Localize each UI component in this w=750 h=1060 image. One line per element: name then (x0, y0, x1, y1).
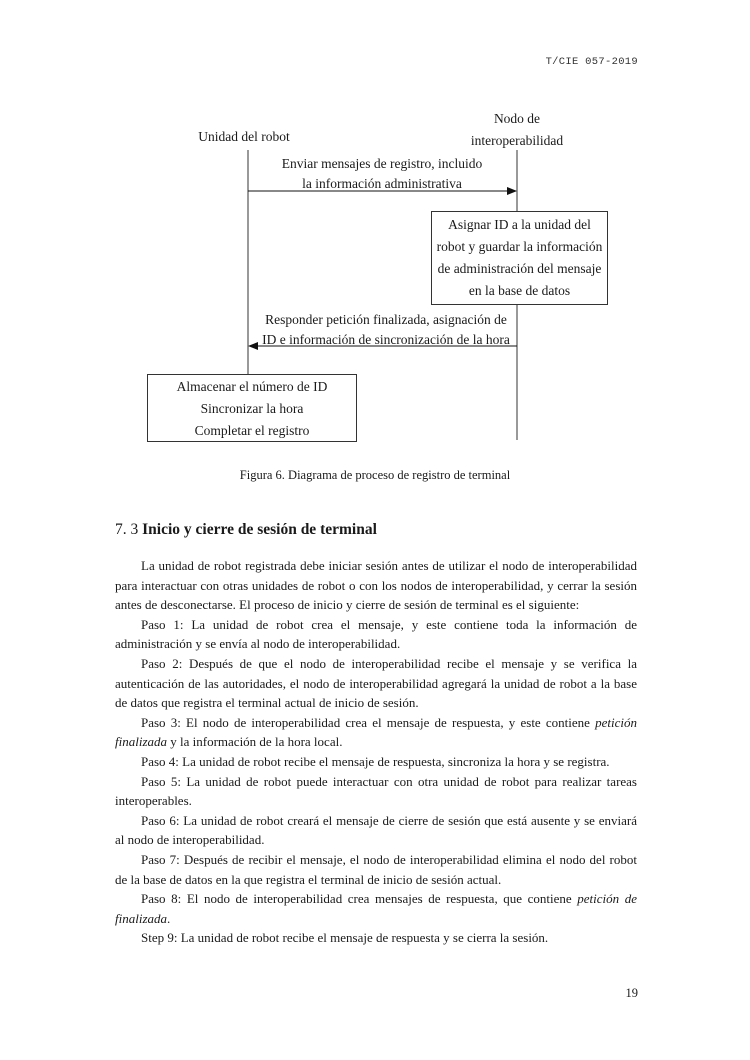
assign-id-line: Asignar ID a la unidad del (448, 217, 591, 232)
section-title: Inicio y cierre de sesión de terminal (142, 521, 377, 538)
paragraph-step-9: Step 9: La unidad de robot recibe el mensaje de respuesta y se cierra la sesión. (141, 930, 549, 946)
store-id-box (147, 374, 357, 442)
step-8-emphasis: petición de finalizada (115, 891, 637, 926)
standard-code: T/CIE 057-2019 (545, 56, 638, 68)
assign-id-line: de administración del mensaje (437, 261, 602, 276)
diagram-lines (0, 0, 750, 470)
paragraph-intro: La unidad de robot registrada debe iniciar sesión antes de utilizar el nodo de interoperabilidad para interactuar con otras unidades de robot o con los nodos de interoperabilidad, y cerrar la sesión antes de desconectarse. El proceso de inicio y cierre de sesión de terminal es el siguiente: (115, 558, 637, 613)
paragraph-step-3 (115, 713, 637, 752)
paragraph-step-7: Paso 7: Después de recibir el mensaje, el nodo de interoperabilidad elimina el nodo del robot de la base de datos en la que registra el terminal de inicio de sesión actual. (115, 851, 637, 887)
response-message-line1: Responder petición finalizada, asignación de (265, 312, 507, 327)
step-3-text-end: y la información de la hora local. (167, 734, 343, 750)
actor-robot-label: Unidad del robot (198, 129, 290, 144)
paragraph-step-4: Paso 4: La unidad de robot recibe el mensaje de respuesta, sincroniza la hora y se registra. (141, 753, 610, 769)
actor-node-label-line1: Nodo de (493, 111, 541, 126)
section-heading (115, 521, 377, 539)
register-message-line1: Enviar mensajes de registro, incluido (281, 156, 483, 171)
paragraph-step-8 (115, 889, 637, 928)
paragraph-step-2: Paso 2: Después de que el nodo de interoperabilidad recibe el mensaje y se verifica la autenticación de las autoridades, el nodo de interoperabilidad agregará la unidad de robot a la base de datos que registra el terminal actual de inicio de sesión. (115, 655, 637, 711)
actor-node-label-line2: interoperabilidad (470, 133, 564, 148)
assign-id-box (431, 211, 608, 305)
section-number: 7. 3 (115, 521, 139, 538)
assign-id-line: robot y guardar la información (436, 239, 603, 254)
step-3-text: Paso 3: El nodo de interoperabilidad crea el mensaje de respuesta, y este contiene (141, 714, 596, 730)
store-id-line: Sincronizar la hora (200, 401, 304, 416)
paragraph-step-5: Paso 5: La unidad de robot puede interactuar con otra unidad de robot para realizar tareas interoperables. (115, 773, 637, 809)
step-8-text: Paso 8: El nodo de interoperabilidad crea mensajes de respuesta, que contiene (141, 891, 578, 907)
response-message-line2: ID e información de sincronización de la hora (262, 332, 510, 347)
store-id-line: Completar el registro (194, 423, 310, 438)
section-body (115, 556, 637, 948)
step-8-text-end: . (167, 910, 171, 926)
paragraph-step-6: Paso 6: La unidad de robot creará el mensaje de cierre de sesión que está ausente y se enviará al nodo de interoperabilidad. (115, 812, 637, 848)
step-3-emphasis: petición finalizada (115, 714, 637, 750)
assign-id-line: en la base de datos (468, 283, 571, 298)
figure-caption: Figura 6. Diagrama de proceso de registro de terminal (239, 468, 511, 482)
register-message-line2: la información administrativa (302, 176, 462, 191)
store-id-line: Almacenar el número de ID (176, 379, 328, 394)
page-number: 19 (625, 986, 638, 1000)
paragraph-step-1: Paso 1: La unidad de robot crea el mensaje, y este contiene toda la información de administración y se envía al nodo de interoperabilidad. (115, 616, 637, 652)
registration-sequence-diagram (0, 0, 750, 470)
